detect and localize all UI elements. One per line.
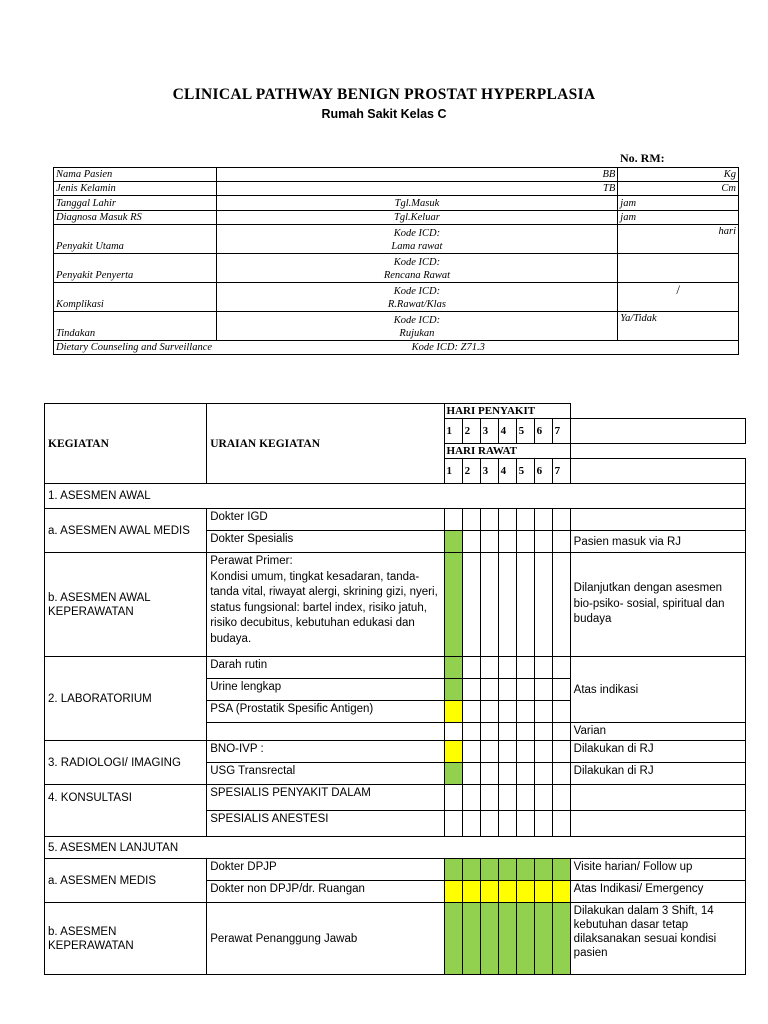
day-cell — [480, 657, 498, 679]
ya-tidak-label: Ya/Tidak — [618, 312, 739, 341]
header-spacer — [570, 444, 745, 459]
day-4: 4 — [498, 419, 516, 444]
day-cell — [462, 763, 480, 785]
penyakit-utama-label: Penyakit Utama — [54, 225, 217, 254]
day-cell-yellow — [480, 881, 498, 903]
spesialis-anestesi: SPESIALIS ANESTESI — [207, 811, 444, 837]
day-cell-green — [534, 903, 552, 975]
dietary-label: Dietary Counseling and Surveillance — [56, 342, 213, 353]
day-cell — [534, 723, 552, 741]
day-cell — [444, 811, 462, 837]
day-cell-yellow — [444, 741, 462, 763]
dokter-non-dpjp: Dokter non DPJP/dr. Ruangan — [207, 881, 444, 903]
varian-note: Varian — [570, 723, 745, 741]
bb-label: BB — [216, 168, 618, 182]
day-cell — [534, 763, 552, 785]
rawat-day-6: 6 — [534, 459, 552, 484]
day-cell-green — [444, 903, 462, 975]
tgl-masuk-label: Tgl.Masuk — [216, 196, 618, 211]
uraian-header: URAIAN KEGIATAN — [207, 404, 444, 484]
rawat-day-7: 7 — [552, 459, 570, 484]
day-cell — [534, 553, 552, 657]
no-rm-label: No. RM: — [620, 151, 665, 165]
jam-keluar-label: jam — [618, 211, 739, 225]
day-cell-green — [444, 553, 462, 657]
day-cell — [534, 741, 552, 763]
dokter-igd: Dokter IGD — [207, 509, 444, 531]
day-cell — [462, 811, 480, 837]
kode-icd-label: Kode ICD: — [393, 228, 441, 239]
day-cell — [534, 811, 552, 837]
day-cell — [516, 811, 534, 837]
diagnosa-label: Diagnosa Masuk RS — [54, 211, 217, 225]
day-cell — [516, 531, 534, 553]
visite-note: Visite harian/ Follow up — [570, 859, 745, 881]
rawat-day-5: 5 — [516, 459, 534, 484]
section-asesmen-lanjutan: 5. ASESMEN LANJUTAN — [45, 837, 746, 859]
header-spacer — [570, 404, 745, 419]
shift-note: Dilakukan dalam 3 Shift, 14 kebutuhan dasar tetap dilaksanakan sesuai kondisi pasien — [570, 903, 745, 975]
day-cell — [462, 657, 480, 679]
day-cell — [480, 531, 498, 553]
emergency-note: Atas Indikasi/ Emergency — [570, 881, 745, 903]
day-cell — [498, 509, 516, 531]
day-cell — [498, 657, 516, 679]
day-cell — [516, 785, 534, 811]
asesmen-awal-keperawatan-label: b. ASESMEN AWAL KEPERAWATAN — [45, 553, 207, 657]
urine-lengkap: Urine lengkap — [207, 679, 444, 701]
day-6: 6 — [534, 419, 552, 444]
day-cell — [462, 553, 480, 657]
day-cell — [444, 723, 462, 741]
penyakit-penyerta-label: Penyakit Penyerta — [54, 254, 217, 283]
day-2: 2 — [462, 419, 480, 444]
day-cell-green — [516, 859, 534, 881]
rujukan-label: Rujukan — [399, 328, 435, 339]
day-cell — [516, 657, 534, 679]
day-cell — [552, 531, 570, 553]
day-5: 5 — [516, 419, 534, 444]
dokter-spesialis: Dokter Spesialis — [207, 531, 444, 553]
day-cell — [552, 723, 570, 741]
jam-masuk-label: jam — [618, 196, 739, 211]
day-cell — [462, 741, 480, 763]
day-cell — [498, 741, 516, 763]
day-cell — [552, 811, 570, 837]
day-cell-yellow — [498, 881, 516, 903]
hari-penyakit-header: HARI PENYAKIT — [444, 404, 570, 419]
day-cell — [462, 723, 480, 741]
day-cell — [480, 741, 498, 763]
day-cell — [498, 531, 516, 553]
rj-note-1: Dilakukan di RJ — [570, 741, 745, 763]
laboratorium-label: 2. LABORATORIUM — [45, 657, 207, 741]
day-cell-green — [444, 531, 462, 553]
kegiatan-header: KEGIATAN — [45, 404, 207, 484]
day-cell — [516, 679, 534, 701]
dietary-row — [54, 341, 739, 355]
day-cell-yellow — [462, 881, 480, 903]
day-cell — [516, 553, 534, 657]
dietary-icd: Kode ICD: Z71.3 — [411, 342, 485, 353]
day-cell — [534, 679, 552, 701]
document-title: CLINICAL PATHWAY BENIGN PROSTAT HYPERPLASIA — [172, 86, 596, 103]
penyakit-penyerta-icd-cell — [216, 254, 618, 283]
asesmen-keperawatan-label: b. ASESMEN KEPERAWATAN — [45, 903, 207, 975]
day-cell — [480, 509, 498, 531]
day-cell — [462, 509, 480, 531]
atas-indikasi-note: Atas indikasi — [570, 657, 745, 723]
bno-ivp: BNO-IVP : — [207, 741, 444, 763]
day-cell-yellow — [516, 881, 534, 903]
day-cell — [516, 701, 534, 723]
komplikasi-icd-cell — [216, 283, 618, 312]
darah-rutin: Darah rutin — [207, 657, 444, 679]
rawat-day-4: 4 — [498, 459, 516, 484]
spesialis-penyakit-dalam: SPESIALIS PENYAKIT DALAM — [207, 785, 444, 811]
header-note-cell — [570, 419, 745, 444]
day-cell-green — [480, 903, 498, 975]
asesmen-medis-label: a. ASESMEN MEDIS — [45, 859, 207, 903]
day-cell-yellow — [444, 881, 462, 903]
day-3: 3 — [480, 419, 498, 444]
day-cell — [552, 763, 570, 785]
day-cell — [534, 785, 552, 811]
pathway-table — [44, 403, 746, 975]
day-cell — [516, 509, 534, 531]
day-cell — [498, 811, 516, 837]
day-cell — [498, 723, 516, 741]
day-cell — [480, 553, 498, 657]
day-cell — [516, 723, 534, 741]
day-cell — [498, 553, 516, 657]
patient-identity-table — [53, 167, 739, 355]
radiologi-label: 3. RADIOLOGI/ IMAGING — [45, 741, 207, 785]
day-cell — [480, 785, 498, 811]
day-7: 7 — [552, 419, 570, 444]
day-cell — [480, 763, 498, 785]
day-cell-yellow — [552, 881, 570, 903]
day-1: 1 — [444, 419, 462, 444]
nama-pasien-label: Nama Pasien — [54, 168, 217, 182]
komplikasi-label: Komplikasi — [54, 283, 217, 312]
section-asesmen-awal: 1. ASESMEN AWAL — [45, 484, 746, 509]
day-cell-green — [462, 903, 480, 975]
kode-icd-label: Kode ICD: — [393, 257, 441, 268]
day-cell — [552, 679, 570, 701]
lama-rawat-label: Lama rawat — [391, 241, 443, 252]
klas-slash: / — [618, 283, 739, 312]
day-cell-green — [552, 859, 570, 881]
perawat-primer-label: Perawat Primer: — [210, 555, 293, 567]
header-note-cell — [570, 459, 745, 484]
day-cell-green — [516, 903, 534, 975]
day-cell — [534, 531, 552, 553]
perawat-penanggung-jawab: Perawat Penanggung Jawab — [207, 903, 444, 975]
kode-icd-label: Kode ICD: — [393, 286, 441, 297]
day-cell — [480, 679, 498, 701]
cm-label: Cm — [618, 182, 739, 196]
asesmen-awal-medis-label: a. ASESMEN AWAL MEDIS — [45, 509, 207, 553]
day-cell — [480, 723, 498, 741]
day-cell-green — [444, 679, 462, 701]
day-cell — [552, 553, 570, 657]
day-cell — [534, 701, 552, 723]
tgl-keluar-label: Tgl.Keluar — [216, 211, 618, 225]
day-cell — [534, 657, 552, 679]
day-cell-green — [444, 859, 462, 881]
tanggal-lahir-label: Tanggal Lahir — [54, 196, 217, 211]
dilanjutkan-note: Dilanjutkan dengan asesmen bio-psiko- sosial, spiritual dan budaya — [570, 553, 745, 657]
hospital-class-subtitle: Rumah Sakit Kelas C — [321, 107, 447, 121]
day-cell — [516, 763, 534, 785]
day-cell — [444, 509, 462, 531]
day-cell — [498, 701, 516, 723]
day-cell — [552, 741, 570, 763]
day-cell-green — [534, 859, 552, 881]
day-cell — [516, 741, 534, 763]
day-cell-green — [444, 763, 462, 785]
day-cell — [498, 679, 516, 701]
dokter-dpjp: Dokter DPJP — [207, 859, 444, 881]
jenis-kelamin-label: Jenis Kelamin — [54, 182, 217, 196]
kode-icd-label: Kode ICD: — [393, 315, 441, 326]
r-rawat-klas-label: R.Rawat/Klas — [387, 299, 446, 310]
day-cell — [462, 679, 480, 701]
day-cell — [444, 785, 462, 811]
kg-label: Kg — [618, 168, 739, 182]
day-cell-green — [498, 903, 516, 975]
psa-test: PSA (Prostatik Spesific Antigen) — [207, 701, 444, 723]
hari-rawat-header: HARI RAWAT — [444, 444, 570, 459]
day-cell — [552, 657, 570, 679]
day-cell — [480, 701, 498, 723]
day-cell-yellow — [534, 881, 552, 903]
rawat-day-3: 3 — [480, 459, 498, 484]
day-cell — [534, 509, 552, 531]
perawat-primer-desc: Kondisi umum, tingkat kesadaran, tanda-tanda vital, riwayat alergi, skrining gizi, nyeri, status fungsional: bartel index, risiko jatuh, risiko decubitus, kebutuhan edukasi dan budaya. — [210, 570, 438, 645]
day-cell — [498, 763, 516, 785]
konsultasi-label: 4. KONSULTASI — [45, 785, 207, 837]
rawat-day-2: 2 — [462, 459, 480, 484]
day-cell-green — [552, 903, 570, 975]
day-cell — [552, 701, 570, 723]
day-cell — [480, 811, 498, 837]
note-cell — [570, 509, 745, 531]
note-cell — [570, 785, 745, 811]
day-cell — [462, 701, 480, 723]
day-cell-green — [480, 859, 498, 881]
day-cell-yellow — [444, 701, 462, 723]
rawat-day-1: 1 — [444, 459, 462, 484]
empty-uraian-cell — [207, 723, 444, 741]
tindakan-label: Tindakan — [54, 312, 217, 341]
perawat-primer-cell — [207, 553, 444, 657]
day-cell — [552, 509, 570, 531]
day-cell — [498, 785, 516, 811]
tindakan-icd-cell — [216, 312, 618, 341]
day-cell-green — [444, 657, 462, 679]
rj-note-2: Dilakukan di RJ — [570, 763, 745, 785]
day-cell — [462, 785, 480, 811]
day-cell — [462, 531, 480, 553]
tb-label: TB — [216, 182, 618, 196]
day-cell-green — [462, 859, 480, 881]
pasien-masuk-note: Pasien masuk via RJ — [570, 531, 745, 553]
hari-label: hari — [618, 225, 739, 254]
note-cell — [570, 811, 745, 837]
day-cell-green — [498, 859, 516, 881]
rencana-rawat-label: Rencana Rawat — [383, 270, 451, 281]
day-cell — [552, 785, 570, 811]
usg-transrectal: USG Transrectal — [207, 763, 444, 785]
rencana-rawat-value — [618, 254, 739, 283]
penyakit-utama-icd-cell — [216, 225, 618, 254]
